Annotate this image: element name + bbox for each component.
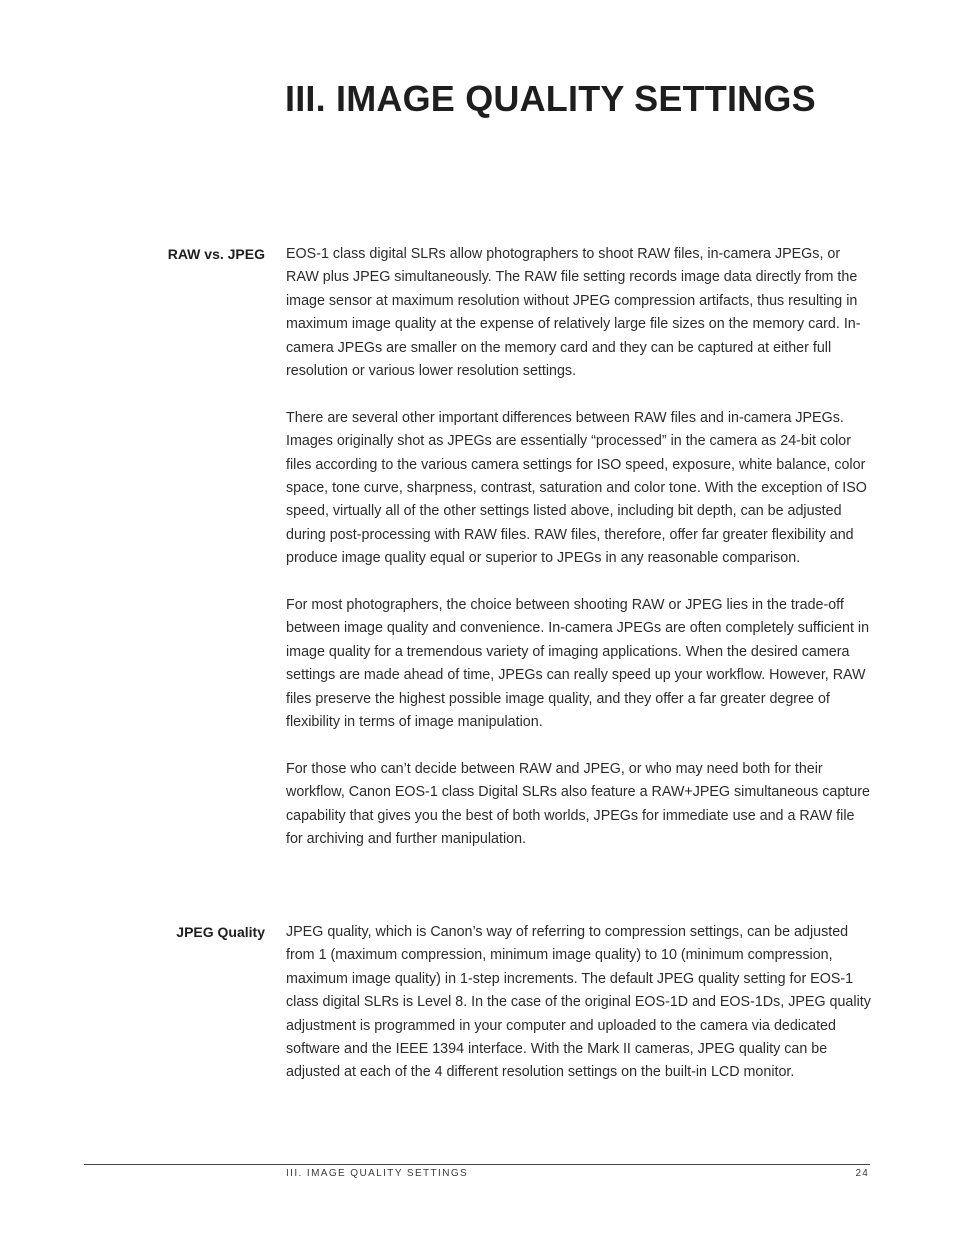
paragraph: For those who can’t decide between RAW and JPEG, or who may need both for their workflow, Canon EOS-1 class Digital SLRs also feature a RAW+JPEG simultaneous capture capability that gives you the best of both worlds, JPEGs for immediate use and a RAW file for archiving and further manipulation. [286,760,870,848]
paragraph: JPEG quality, which is Canon’s way of referring to compression settings, can be adjusted from 1 (maximum compression, minimum image quality) to 10 (minimum compression, maximum image quality) in 1-step increments. The default JPEG quality setting for EOS-1 class digital SLRs is Level 8. In the case of the original EOS-1D and EOS-1Ds, JPEG quality adjustment is programmed in your computer and uploaded to the camera via dedicated software and the IEEE 1394 interface. With the Mark II cameras, JPEG quality can be adjusted at each of the 4 different resolution settings on the built-in LCD monitor. [286,924,871,1081]
footer-page-number: 24 [855,1168,869,1179]
page-title: III. IMAGE QUALITY SETTINGS [285,78,816,119]
section-label-raw-vs-jpeg: RAW vs. JPEG [167,246,265,262]
section-body-raw-vs-jpeg [286,243,872,852]
section-body-jpeg-quality [286,921,872,1085]
footer-section-name: III. IMAGE QUALITY SETTINGS [286,1168,469,1179]
paragraph: There are several other important differences between RAW files and in-camera JPEGs. Images originally shot as JPEGs are essentially “processed” in the camera as 24-bit color files according to the various camera settings for ISO speed, exposure, white balance, color space, tone curve, sharpness, contrast, saturation and color tone. With the exception of ISO speed, virtually all of the other settings listed above, including bit depth, can be adjusted during post-processing with RAW files. RAW files, therefore, offer far greater flexibility and produce image quality equal or superior to JPEGs in any reasonable comparison. [286,409,867,567]
paragraph: EOS-1 class digital SLRs allow photographers to shoot RAW files, in-camera JPEGs, or RAW plus JPEG simultaneously. The RAW file setting records image data directly from the image sensor at maximum resolution without JPEG compression artifacts, thus resulting in maximum image quality at the expense of relatively large file sizes on the memory card. In-camera JPEGs are smaller on the memory card and they can be captured at either full resolution or various lower resolution settings. [286,246,861,380]
footer-divider [84,1164,870,1165]
section-label-jpeg-quality: JPEG Quality [176,924,265,940]
paragraph: For most photographers, the choice between shooting RAW or JPEG lies in the trade-off between image quality and convenience. In-camera JPEGs are often completely sufficient in image quality for a tremendous variety of imaging applications. When the desired camera settings are made ahead of time, JPEGs can really speed up your workflow. However, RAW files preserve the highest possible image quality, and they offer a far greater degree of flexibility in terms of image manipulation. [286,597,870,731]
